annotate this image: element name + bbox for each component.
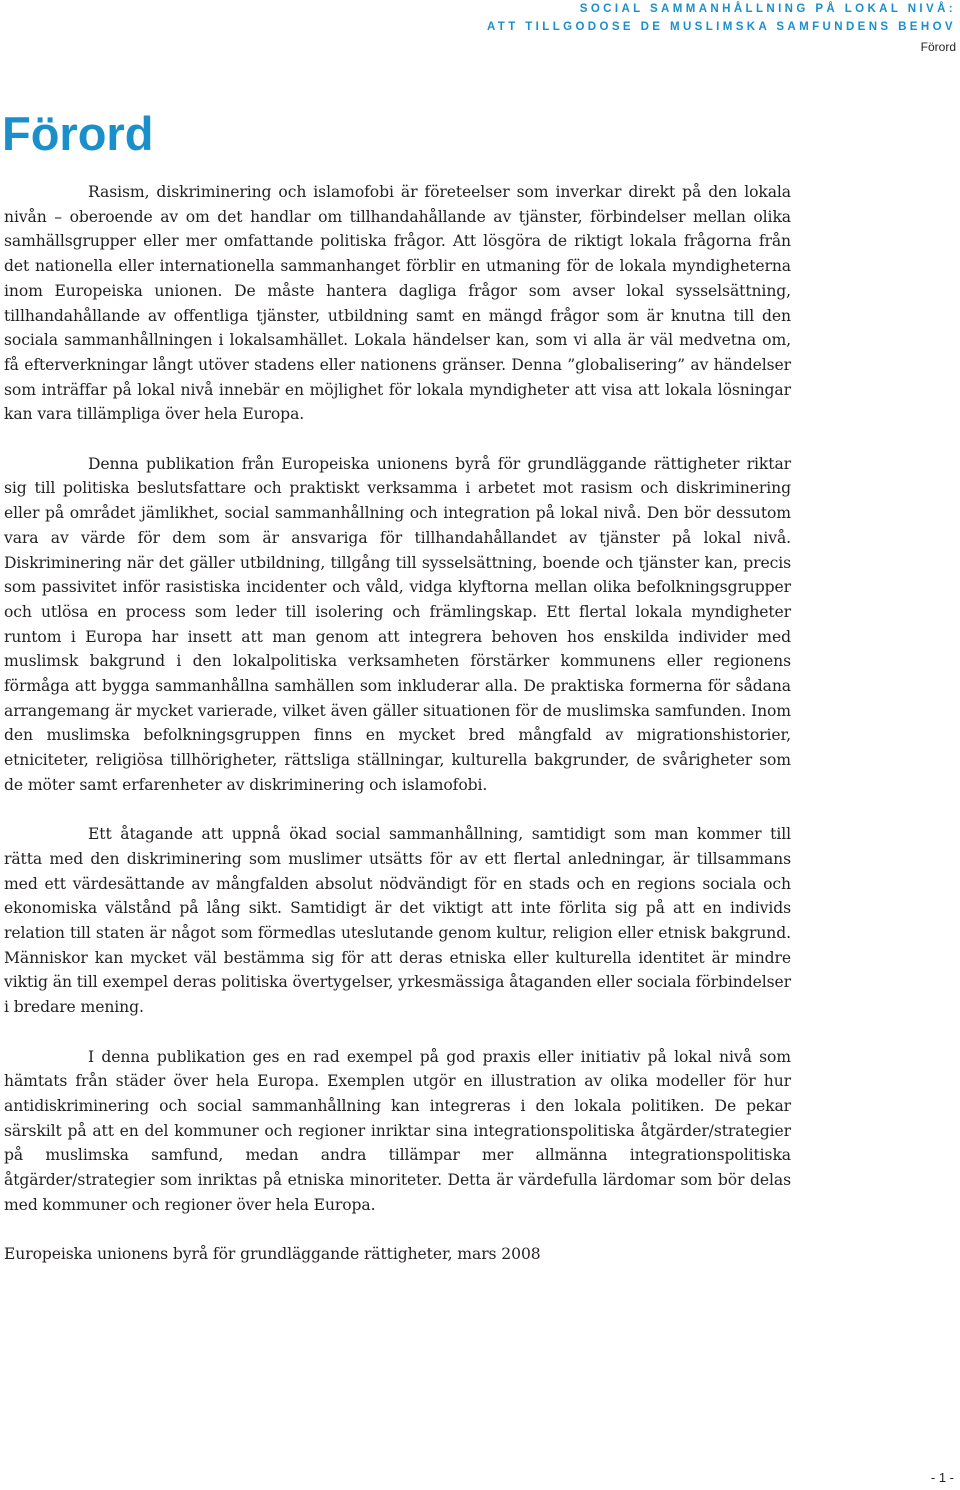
paragraph-2: Denna publikation från Europeiska unionens byrå för grundläggande rättigheter riktar sig till politiska beslutsfattare och praktiskt verksamma i arbetet mot rasism och diskriminering eller på området jämlikhet, social sammanhållning och integration på lokal nivå. Den bör dessutom vara av värde för dem som är ansvariga för tillhandahållandet av tjänster på lokal nivå. Diskriminering när det gäller utbildning, tillgång till sysselsättning, boende och tjänster kan, precis som passivitet inför rasistiska incidenter och våld, vidga klyftorna mellan olika befolkningsgrupper och utlösa en process som leder till isolering och främlingskap. Ett flertal lokala myndigheter runtom i Europa har insett att man genom att integrera behoven hos enskilda individer med muslimsk bakgrund i den lokalpolitiska verksamheten förstärker kommunens eller regionens förmåga att bygga sammanhållna samhällen som inkluderar alla. De praktiska formerna för sådana arrangemang är mycket varierade, vilket även gäller situationen för de muslimska samfunden. Inom den muslimska befolkningsgruppen finns en mycket bred mångfald av migrationshistorier, etniciteter, religiösa tillhörigheter, rättsliga ställningar, kulturella bakgrunder, de svårigheter som de möter samt erfarenheter av diskriminering och islamofobi. (4, 454, 791, 794)
header-publication-subtitle: ATT TILLGODOSE DE MUSLIMSKA SAMFUNDENS BEHOV (486, 21, 956, 33)
paragraph-1: Rasism, diskriminering och islamofobi är företeelser som inverkar direkt på den lokala nivån – oberoende av om det handlar om tillhandahållande av tjänster, förbindelser mellan olika samhällsgrupper eller mer omfattande politiska frågor. Att lösgöra de riktigt lokala frågorna från det nationella eller internationella sammanhanget förblir en utmaning för de lokala myndigheterna inom Europeiska unionen. De måste hantera dagliga frågor som avser lokal sysselsättning, tillhandahållande av offentliga tjänster, utbildning samt en mängd frågor som är knutna till den sociala sammanhållningen i lokalsamhället. Lokala händelser kan, som vi alla är väl medvetna om, få efterverkningar långt utöver stadens eller nationens gränser. Denna ”globalisering” av händelser som inträffar på lokal nivå innebär en möjlighet för lokala myndigheter att visa att lokala lösningar kan vara tillämpliga över hela Europa. (4, 183, 791, 424)
header-section-name: Förord (920, 40, 956, 54)
page-number: - 1 - (930, 1470, 954, 1485)
preface-body (4, 180, 791, 1267)
signature-line: Europeiska unionens byrå för grundläggande rättigheter, mars 2008 (4, 1245, 541, 1264)
paragraph-3: Ett åtagande att uppnå ökad social sammanhållning, samtidigt som man kommer till rätta med den diskriminering som muslimer utsätts för av ett flertal anledningar, är tillsammans med ett värdesättande av mångfalden absolut nödvändigt för en stads och en regions sociala och ekonomiska välstånd på lång sikt. Samtidigt är det viktigt att inte förlita sig på att en individs relation till staten är något som förmedlas uteslutande genom kultur, religion eller etnisk bakgrund. Människor kan mycket väl bestämma sig för att deras etniska eller kulturella identitet är mindre viktig än till exempel deras politiska övertygelser, yrkesmässiga åtaganden eller sociala förbindelser i bredare mening. (4, 825, 791, 1017)
running-header (487, 0, 956, 56)
header-publication-title: SOCIAL SAMMANHÅLLNING PÅ LOKAL NIVÅ: (579, 3, 956, 15)
paragraph-4: I denna publikation ges en rad exempel på god praxis eller initiativ på lokal nivå som hämtats från städer över hela Europa. Exemplen utgör en illustration av olika modeller för hur antidiskriminering och social sammanhållning kan integreras i den lokala politiken. De pekar särskilt på att en del kommuner och regioner inriktar sina integrationspolitiska åtgärder/strategier på muslimska samfund, medan andra tillämpar mer allmänna integrationspolitiska åtgärder/strategier som inriktas på etniska minoriteter. Detta är värdefulla lärdomar som bör delas med kommuner och regioner över hela Europa. (4, 1047, 791, 1214)
page-title: Förord (2, 107, 154, 160)
